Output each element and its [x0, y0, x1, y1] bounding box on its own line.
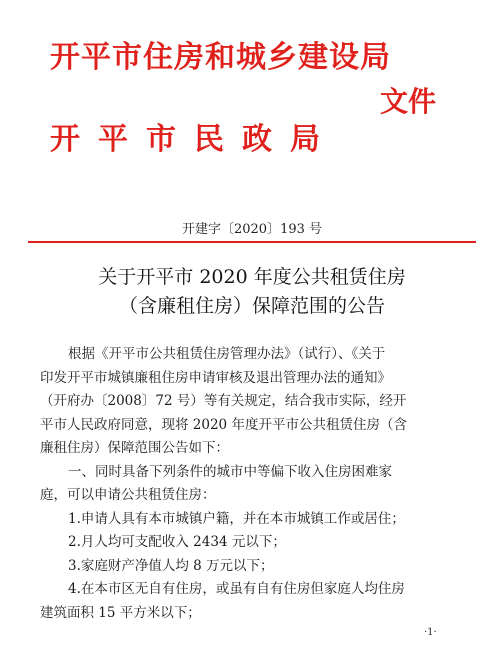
red-divider-line [28, 241, 476, 243]
body-line: 平市人民政府同意，现将 2020 年度开平市公共租赁住房（含 [40, 416, 407, 433]
body-line: 一、同时具备下列条件的城市中等偏下收入住房困难家 [68, 463, 392, 480]
body-line: （开府办〔2008〕72 号）等有关规定，结合我市实际，经开 [40, 393, 407, 409]
body-line: 3.家庭财产净值人均 8 万元以下； [68, 557, 274, 574]
body-line: 廉租住房）保障范围公告如下： [40, 440, 229, 456]
document-body [40, 343, 470, 625]
body-line: 建筑面积 15 平方米以下； [40, 604, 201, 621]
document-label: 文件 [380, 85, 437, 118]
document-title-line-2: （含廉租住房）保障范围的公告 [118, 295, 385, 317]
body-line: 4.在本市区无自有住房，或虽有自有住房但家庭人均住房 [68, 581, 405, 597]
body-line: 1.申请人具有本市城镇户籍，并在本市城镇工作或居住； [68, 510, 405, 527]
document-number: 开建字〔2020〕193 号 [181, 222, 323, 237]
document-title-line-1: 关于开平市 2020 年度公共租赁住房 [98, 266, 406, 288]
body-line: 2.月人均可支配收入 2434 元以下； [68, 534, 286, 550]
issuer-civil-affairs-bureau: 开平市民政局 [50, 122, 338, 157]
body-line: 印发开平市城镇廉租住房申请审核及退出管理办法的通知》 [40, 369, 391, 386]
issuer-housing-bureau: 开平市住房和城乡建设局 [50, 40, 391, 75]
body-line: 根据《开平市公共租赁住房管理办法》（试行）、《关于 [68, 346, 386, 362]
page-number-text: ·1· [424, 627, 437, 638]
body-line: 庭，可以申请公共租赁住房： [40, 487, 216, 503]
